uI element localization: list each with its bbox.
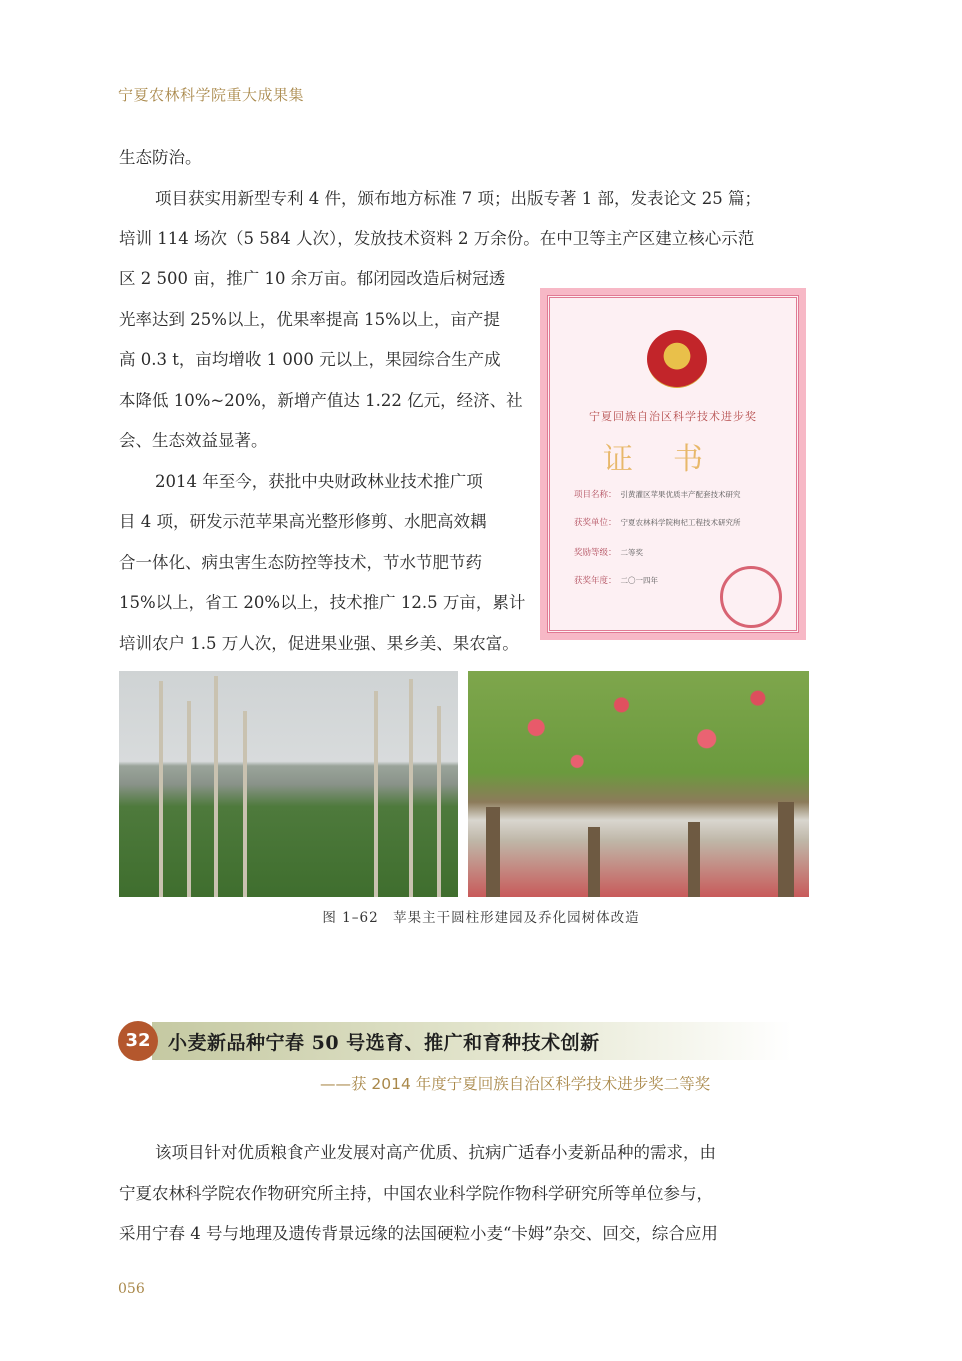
certificate-row [574,546,782,558]
national-emblem-icon [647,330,707,388]
text-line: 合一体化、病虫害生态防控等技术，节水节肥节药 [119,552,482,572]
certificate-title: 宁夏回族自治区科学技术进步奖 [589,410,757,423]
text-line: 宁夏农林科学院农作物研究所主持，中国农业科学院作物科学研究所等单位参与， [119,1183,713,1203]
text-line: 该项目针对优质粮食产业发展对高产优质、抗病广适春小麦新品种的需求，由 [155,1143,716,1162]
tree-trunk [778,802,794,897]
section-subtitle: ——获 2014 年度宁夏回族自治区科学技术进步奖二等奖 [320,1075,711,1093]
text-line: 生态防治。 [119,148,202,167]
certificate-row-value: 二〇一四年 [620,576,659,585]
text-line: 培训农户 1.5 万人次，促进果业强、果乡美、果农富。 [119,633,519,653]
certificate-row-value: 引黄灌区苹果优质丰产配套技术研究 [620,490,741,499]
text-line: 会、生态效益显著。 [119,431,268,450]
certificate-frame [547,295,799,633]
section-number-badge: 32 [118,1021,158,1061]
certificate-row-label: 奖励等级： [574,548,617,558]
official-seal-icon [720,566,782,628]
text-line: 光率达到 25%以上，优果率提高 15%以上，亩产提 [119,309,500,329]
paragraph-left-column [119,259,529,664]
certificate-row-label: 获奖单位： [574,518,617,528]
tree-trunk [374,691,378,897]
certificate-heading: 证书 [603,442,743,477]
text-line: 高 0.3 t，亩均增收 1 000 元以上，果园综合生产成 [119,350,501,369]
certificate-row [574,516,782,528]
tree-trunk [214,676,218,897]
certificate-row-label: 获奖年度： [574,576,617,586]
tree-trunk [409,679,413,897]
orchard-photo-left [119,671,458,897]
paragraph-bottom [119,1133,809,1255]
certificate-row [574,488,782,500]
tree-trunk [688,822,700,897]
text-line: 项目获实用新型专利 4 件，颁布地方标准 7 项；出版专著 1 部，发表论文 25 篇； [155,188,761,208]
page-number: 056 [118,1281,145,1297]
text-line: 目 4 项，研发示范苹果高光整形修剪、水肥高效耦 [119,512,487,531]
text-line: 2014 年至今，获批中央财政林业技术推广项 [155,471,483,491]
certificate-row-label: 项目名称： [574,490,617,500]
paragraph-top [119,138,809,260]
running-header: 宁夏农林科学院重大成果集 [118,86,305,104]
text-line: 15%以上，省工 20%以上，技术推广 12.5 万亩，累计 [119,593,526,612]
tree-trunk [486,807,500,897]
figure-caption: 图 1–62 苹果主干圆柱形建园及乔化园树体改造 [322,910,640,926]
tree-trunk [243,711,247,897]
text-line: 培训 114 场次（5 584 人次），发放技术资料 2 万余份。在中卫等主产区建立核心示范 [119,229,755,248]
orchard-photo-right [468,671,809,897]
tree-trunk [159,681,163,897]
award-certificate-image [540,288,806,640]
certificate-row-value: 宁夏农林科学院枸杞工程技术研究所 [620,518,741,527]
text-line: 区 2 500 亩，推广 10 余万亩。郁闭园改造后树冠透 [119,269,506,288]
tree-trunk [437,706,441,897]
text-line: 采用宁春 4 号与地理及遗传背景远缘的法国硬粒小麦“卡姆”杂交、回交，综合应用 [119,1224,718,1243]
tree-trunk [187,701,191,897]
certificate-row-value: 二等奖 [620,548,644,557]
section-title: 小麦新品种宁春 50 号选育、推广和育种技术创新 [168,1032,600,1054]
text-line: 本降低 10%~20%，新增产值达 1.22 亿元，经济、社 [119,390,523,410]
tree-trunk [588,827,600,897]
